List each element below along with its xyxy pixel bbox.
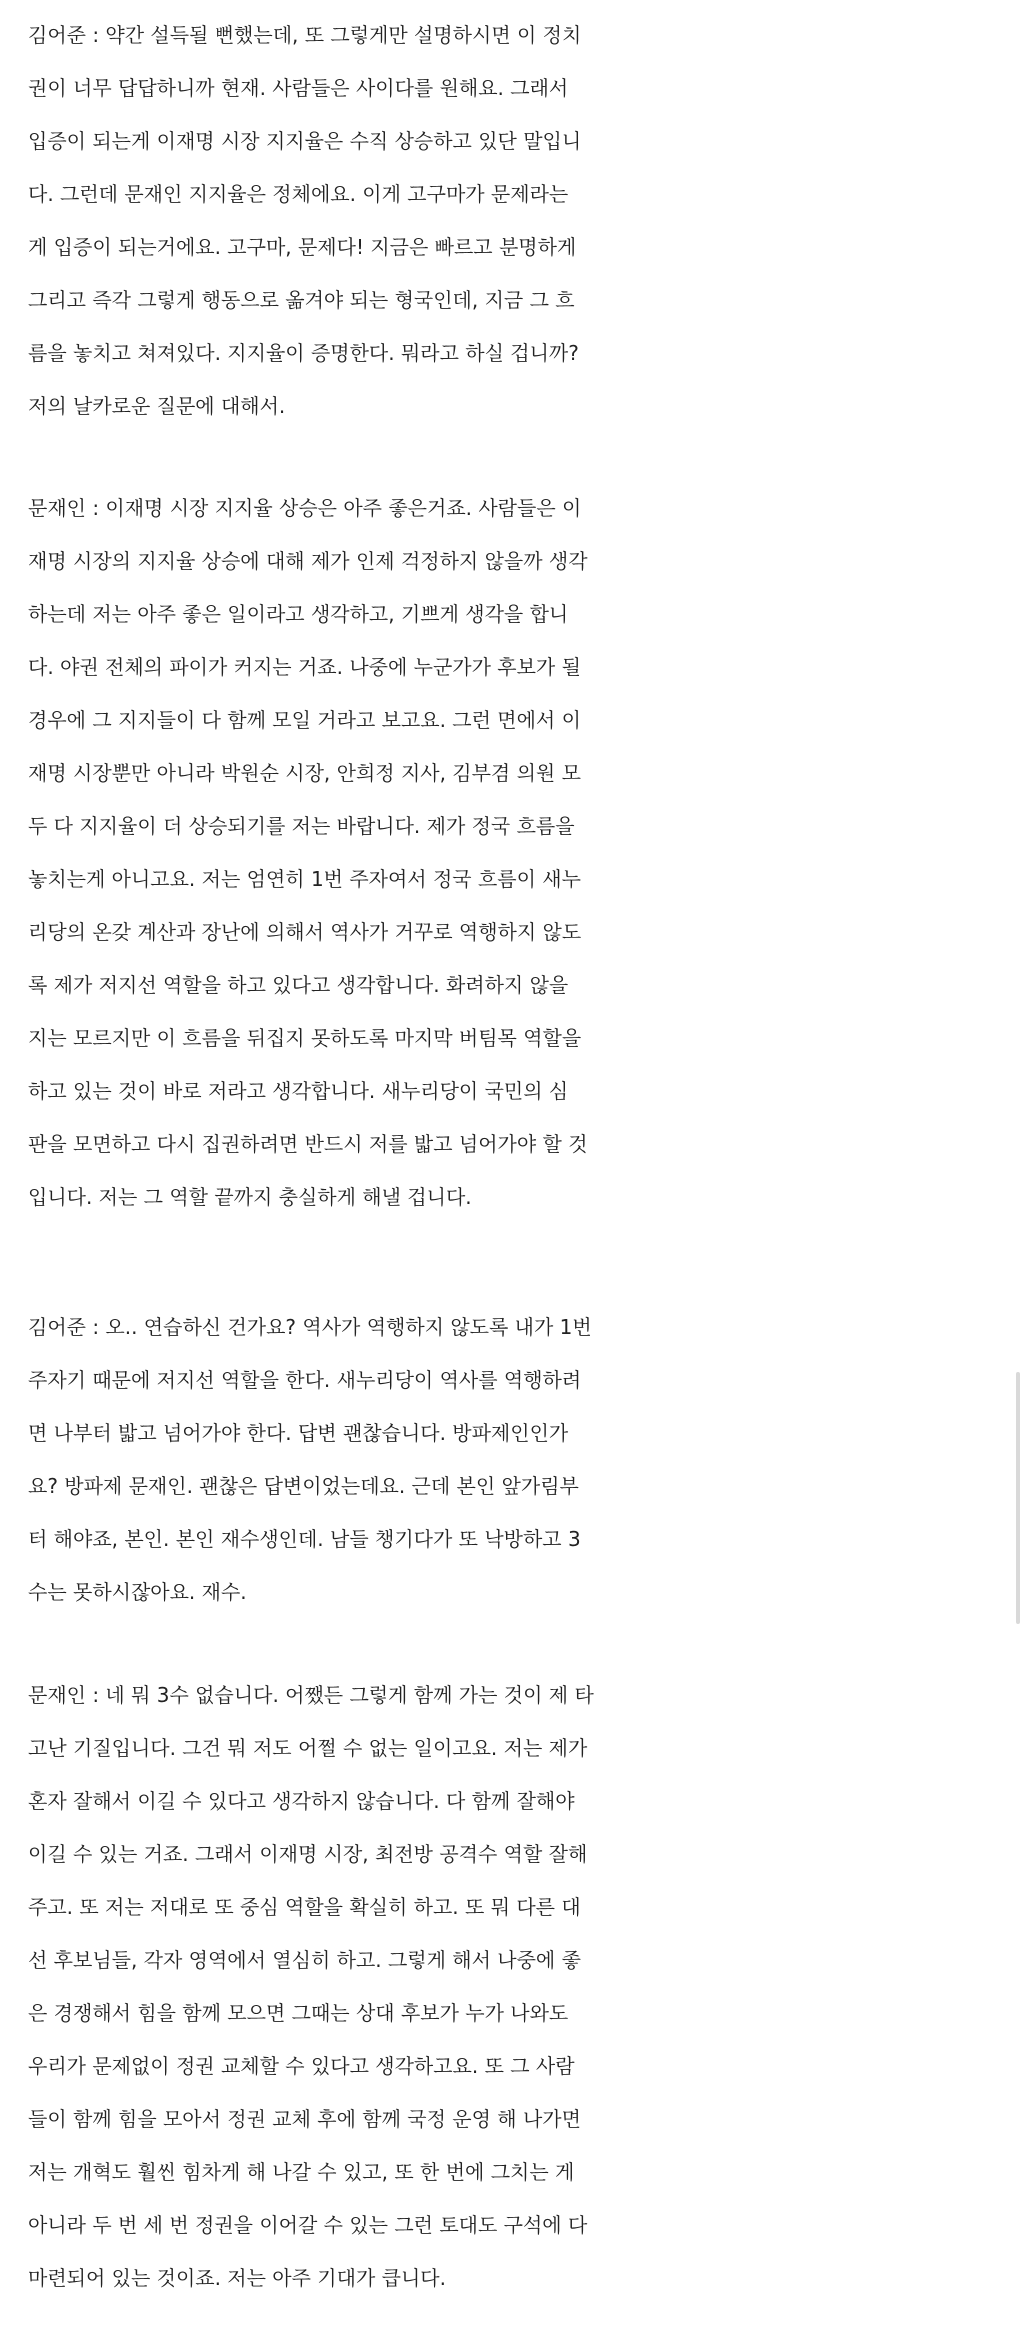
- scrollbar[interactable]: [1016, 1372, 1020, 1624]
- paragraph-moon-2: [28, 1669, 1008, 2305]
- text-line: 이길 수 있는 거죠. 그래서 이재명 시장, 최전방 공격수 역할 잘해: [28, 1842, 588, 1866]
- text-line: 문재인 : 이재명 시장 지지율 상승은 아주 좋은거죠. 사람들은 이: [28, 496, 582, 520]
- text-line: 문재인 : 네 뭐 3수 없습니다. 어쨌든 그렇게 함께 가는 것이 제 타: [28, 1683, 594, 1707]
- text-line: 혼자 잘해서 이길 수 있다고 생각하지 않습니다. 다 함께 잘해야: [28, 1789, 575, 1813]
- text-line: 고난 기질입니다. 그건 뭐 저도 어쩔 수 없는 일이고요. 저는 제가: [28, 1736, 588, 1760]
- text-line: 입니다. 저는 그 역할 끝까지 충실하게 해낼 겁니다.: [28, 1185, 472, 1209]
- text-line: 다. 야권 전체의 파이가 커지는 거죠. 나중에 누군가가 후보가 될: [28, 655, 581, 679]
- text-line: 주자기 때문에 저지선 역할을 한다. 새누리당이 역사를 역행하려: [28, 1368, 582, 1392]
- text-line: 터 해야죠, 본인. 본인 재수생인데. 남들 챙기다가 또 낙방하고 3: [28, 1527, 581, 1551]
- text-line: 판을 모면하고 다시 집권하려면 반드시 저를 밟고 넘어가야 할 것: [28, 1132, 588, 1156]
- text-line: 요? 방파제 문재인. 괜찮은 답변이었는데요. 근데 본인 앞가림부: [28, 1474, 579, 1498]
- text-line: 면 나부터 밟고 넘어가야 한다. 답변 괜찮습니다. 방파제인인가: [28, 1421, 569, 1445]
- text-line: 선 후보님들, 각자 영역에서 열심히 하고. 그렇게 해서 나중에 좋: [28, 1948, 581, 1972]
- text-line: 그리고 즉각 그렇게 행동으로 옮겨야 되는 형국인데, 지금 그 흐: [28, 288, 575, 312]
- text-line: 재명 시장의 지지율 상승에 대해 제가 인제 걱정하지 않을까 생각: [28, 549, 588, 573]
- text-line: 은 경쟁해서 힘을 함께 모으면 그때는 상대 후보가 누가 나와도: [28, 2001, 569, 2025]
- text-line: 주고. 또 저는 저대로 또 중심 역할을 확실히 하고. 또 뭐 다른 대: [28, 1895, 581, 1919]
- text-line: 마련되어 있는 것이죠. 저는 아주 기대가 큽니다.: [28, 2266, 446, 2290]
- text-line: 수는 못하시잖아요. 재수.: [28, 1580, 247, 1604]
- text-line: 게 입증이 되는거에요. 고구마, 문제다! 지금은 빠르고 분명하게: [28, 235, 577, 259]
- paragraph-kim-1: [28, 9, 1008, 433]
- text-line: 놓치는게 아니고요. 저는 엄연히 1번 주자여서 정국 흐름이 새누: [28, 867, 581, 891]
- paragraph-moon-1: [28, 482, 1008, 1224]
- text-line: 아니라 두 번 세 번 정권을 이어갈 수 있는 그런 토대도 구석에 다: [28, 2213, 588, 2237]
- text-line: 두 다 지지율이 더 상승되기를 저는 바랍니다. 제가 정국 흐름을: [28, 814, 575, 838]
- text-line: 권이 너무 답답하니까 현재. 사람들은 사이다를 원해요. 그래서: [28, 76, 569, 100]
- text-line: 록 제가 저지선 역할을 하고 있다고 생각합니다. 화려하지 않을: [28, 973, 569, 997]
- text-line: 우리가 문제없이 정권 교체할 수 있다고 생각하고요. 또 그 사람: [28, 2054, 575, 2078]
- text-line: 다. 그런데 문재인 지지율은 정체에요. 이게 고구마가 문제라는: [28, 182, 569, 206]
- text-line: 리당의 온갖 계산과 장난에 의해서 역사가 거꾸로 역행하지 않도: [28, 920, 582, 944]
- text-line: 름을 놓치고 쳐져있다. 지지율이 증명한다. 뭐라고 하실 겁니까?: [28, 341, 579, 365]
- text-line: 재명 시장뿐만 아니라 박원순 시장, 안희정 지사, 김부겸 의원 모: [28, 761, 581, 785]
- text-line: 경우에 그 지지들이 다 함께 모일 거라고 보고요. 그런 면에서 이: [28, 708, 581, 732]
- text-line: 김어준 : 오.. 연습하신 건가요? 역사가 역행하지 않도록 내가 1번: [28, 1315, 592, 1339]
- text-line: 하고 있는 것이 바로 저라고 생각합니다. 새누리당이 국민의 심: [28, 1079, 569, 1103]
- text-line: 하는데 저는 아주 좋은 일이라고 생각하고, 기쁘게 생각을 합니: [28, 602, 569, 626]
- text-line: 입증이 되는게 이재명 시장 지지율은 수직 상승하고 있단 말입니: [28, 129, 582, 153]
- text-line: 김어준 : 약간 설득될 뻔했는데, 또 그렇게만 설명하시면 이 정치: [28, 23, 582, 47]
- text-line: 들이 함께 힘을 모아서 정권 교체 후에 함께 국정 운영 해 나가면: [28, 2107, 581, 2131]
- text-line: 저는 개혁도 훨씬 힘차게 해 나갈 수 있고, 또 한 번에 그치는 게: [28, 2160, 575, 2184]
- text-line: 저의 날카로운 질문에 대해서.: [28, 394, 286, 418]
- paragraph-kim-2: [28, 1301, 1008, 1619]
- text-line: 지는 모르지만 이 흐름을 뒤집지 못하도록 마지막 버팀목 역할을: [28, 1026, 582, 1050]
